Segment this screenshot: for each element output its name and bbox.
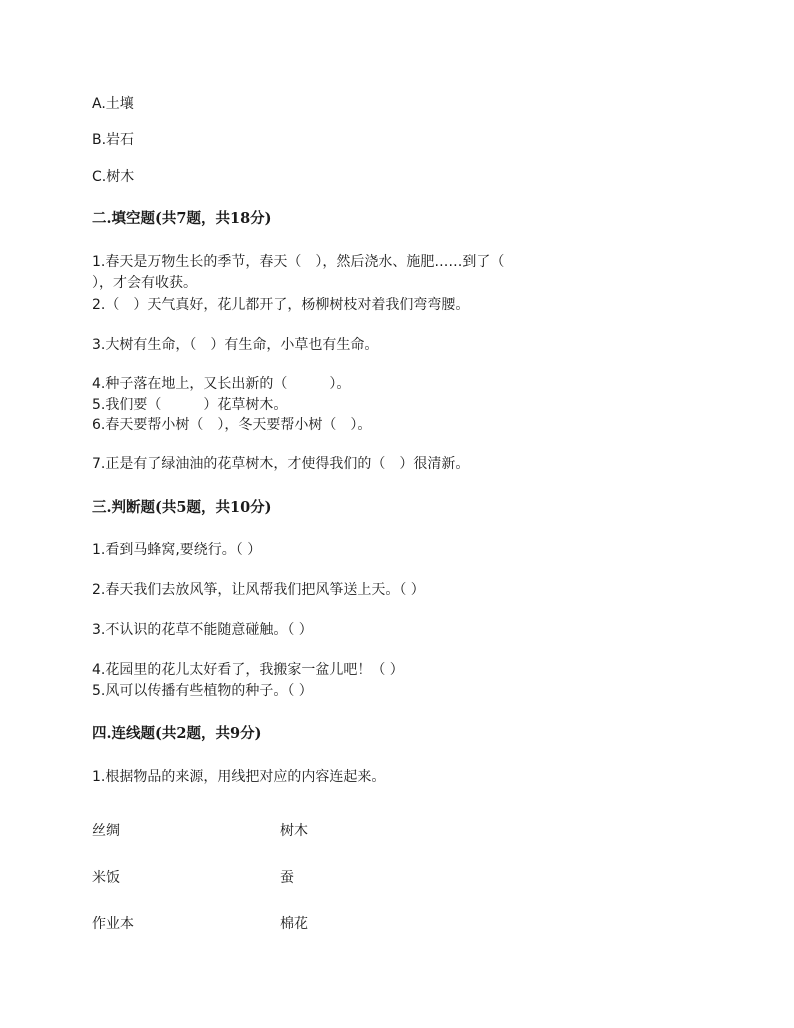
- true-false-item: 3.不认识的花草不能随意碰触。（ ）: [92, 622, 313, 638]
- option-a: A.土壤: [92, 96, 134, 112]
- matching-intro: 1.根据物品的来源，用线把对应的内容连起来。: [92, 769, 386, 785]
- section-heading-fill-blank: 二.填空题(共7题，共18分): [92, 210, 272, 227]
- match-left-item: 丝绸: [92, 823, 120, 839]
- fill-blank-item: 3.大树有生命，（ ）有生命，小草也有生命。: [92, 337, 379, 353]
- fill-blank-item: 1.春天是万物生长的季节，春天（ ），然后浇水、施肥……到了（: [92, 254, 505, 270]
- true-false-item: 4.花园里的花儿太好看了，我搬家一盆儿吧！（ ）: [92, 662, 404, 678]
- option-b: B.岩石: [92, 132, 135, 148]
- match-right-item: 蚕: [280, 870, 294, 886]
- fill-blank-item: 4.种子落在地上，又长出新的（ ）。: [92, 376, 351, 392]
- true-false-item: 1.看到马蜂窝,要绕行。（ ）: [92, 542, 262, 558]
- match-left-item: 作业本: [92, 916, 134, 932]
- option-c: C.树木: [92, 169, 135, 185]
- true-false-item: 2.春天我们去放风筝，让风帮我们把风筝送上天。（ ）: [92, 582, 425, 598]
- true-false-item: 5.风可以传播有些植物的种子。（ ）: [92, 683, 313, 699]
- fill-blank-item: 2.（ ）天气真好，花儿都开了，杨柳树枝对着我们弯弯腰。: [92, 297, 470, 313]
- match-right-item: 树木: [280, 823, 308, 839]
- match-left-item: 米饭: [92, 870, 120, 886]
- fill-blank-item: 6.春天要帮小树（ ），冬天要帮小树（ ）。: [92, 417, 372, 433]
- fill-blank-item: ），才会有收获。: [92, 275, 197, 291]
- match-right-item: 棉花: [280, 916, 308, 932]
- fill-blank-item: 5.我们要（ ）花草树木。: [92, 397, 288, 413]
- fill-blank-item: 7.正是有了绿油油的花草树木，才使得我们的（ ）很清新。: [92, 456, 470, 472]
- section-heading-true-false: 三.判断题(共5题，共10分): [92, 499, 272, 516]
- section-heading-matching: 四.连线题(共2题，共9分): [92, 725, 262, 742]
